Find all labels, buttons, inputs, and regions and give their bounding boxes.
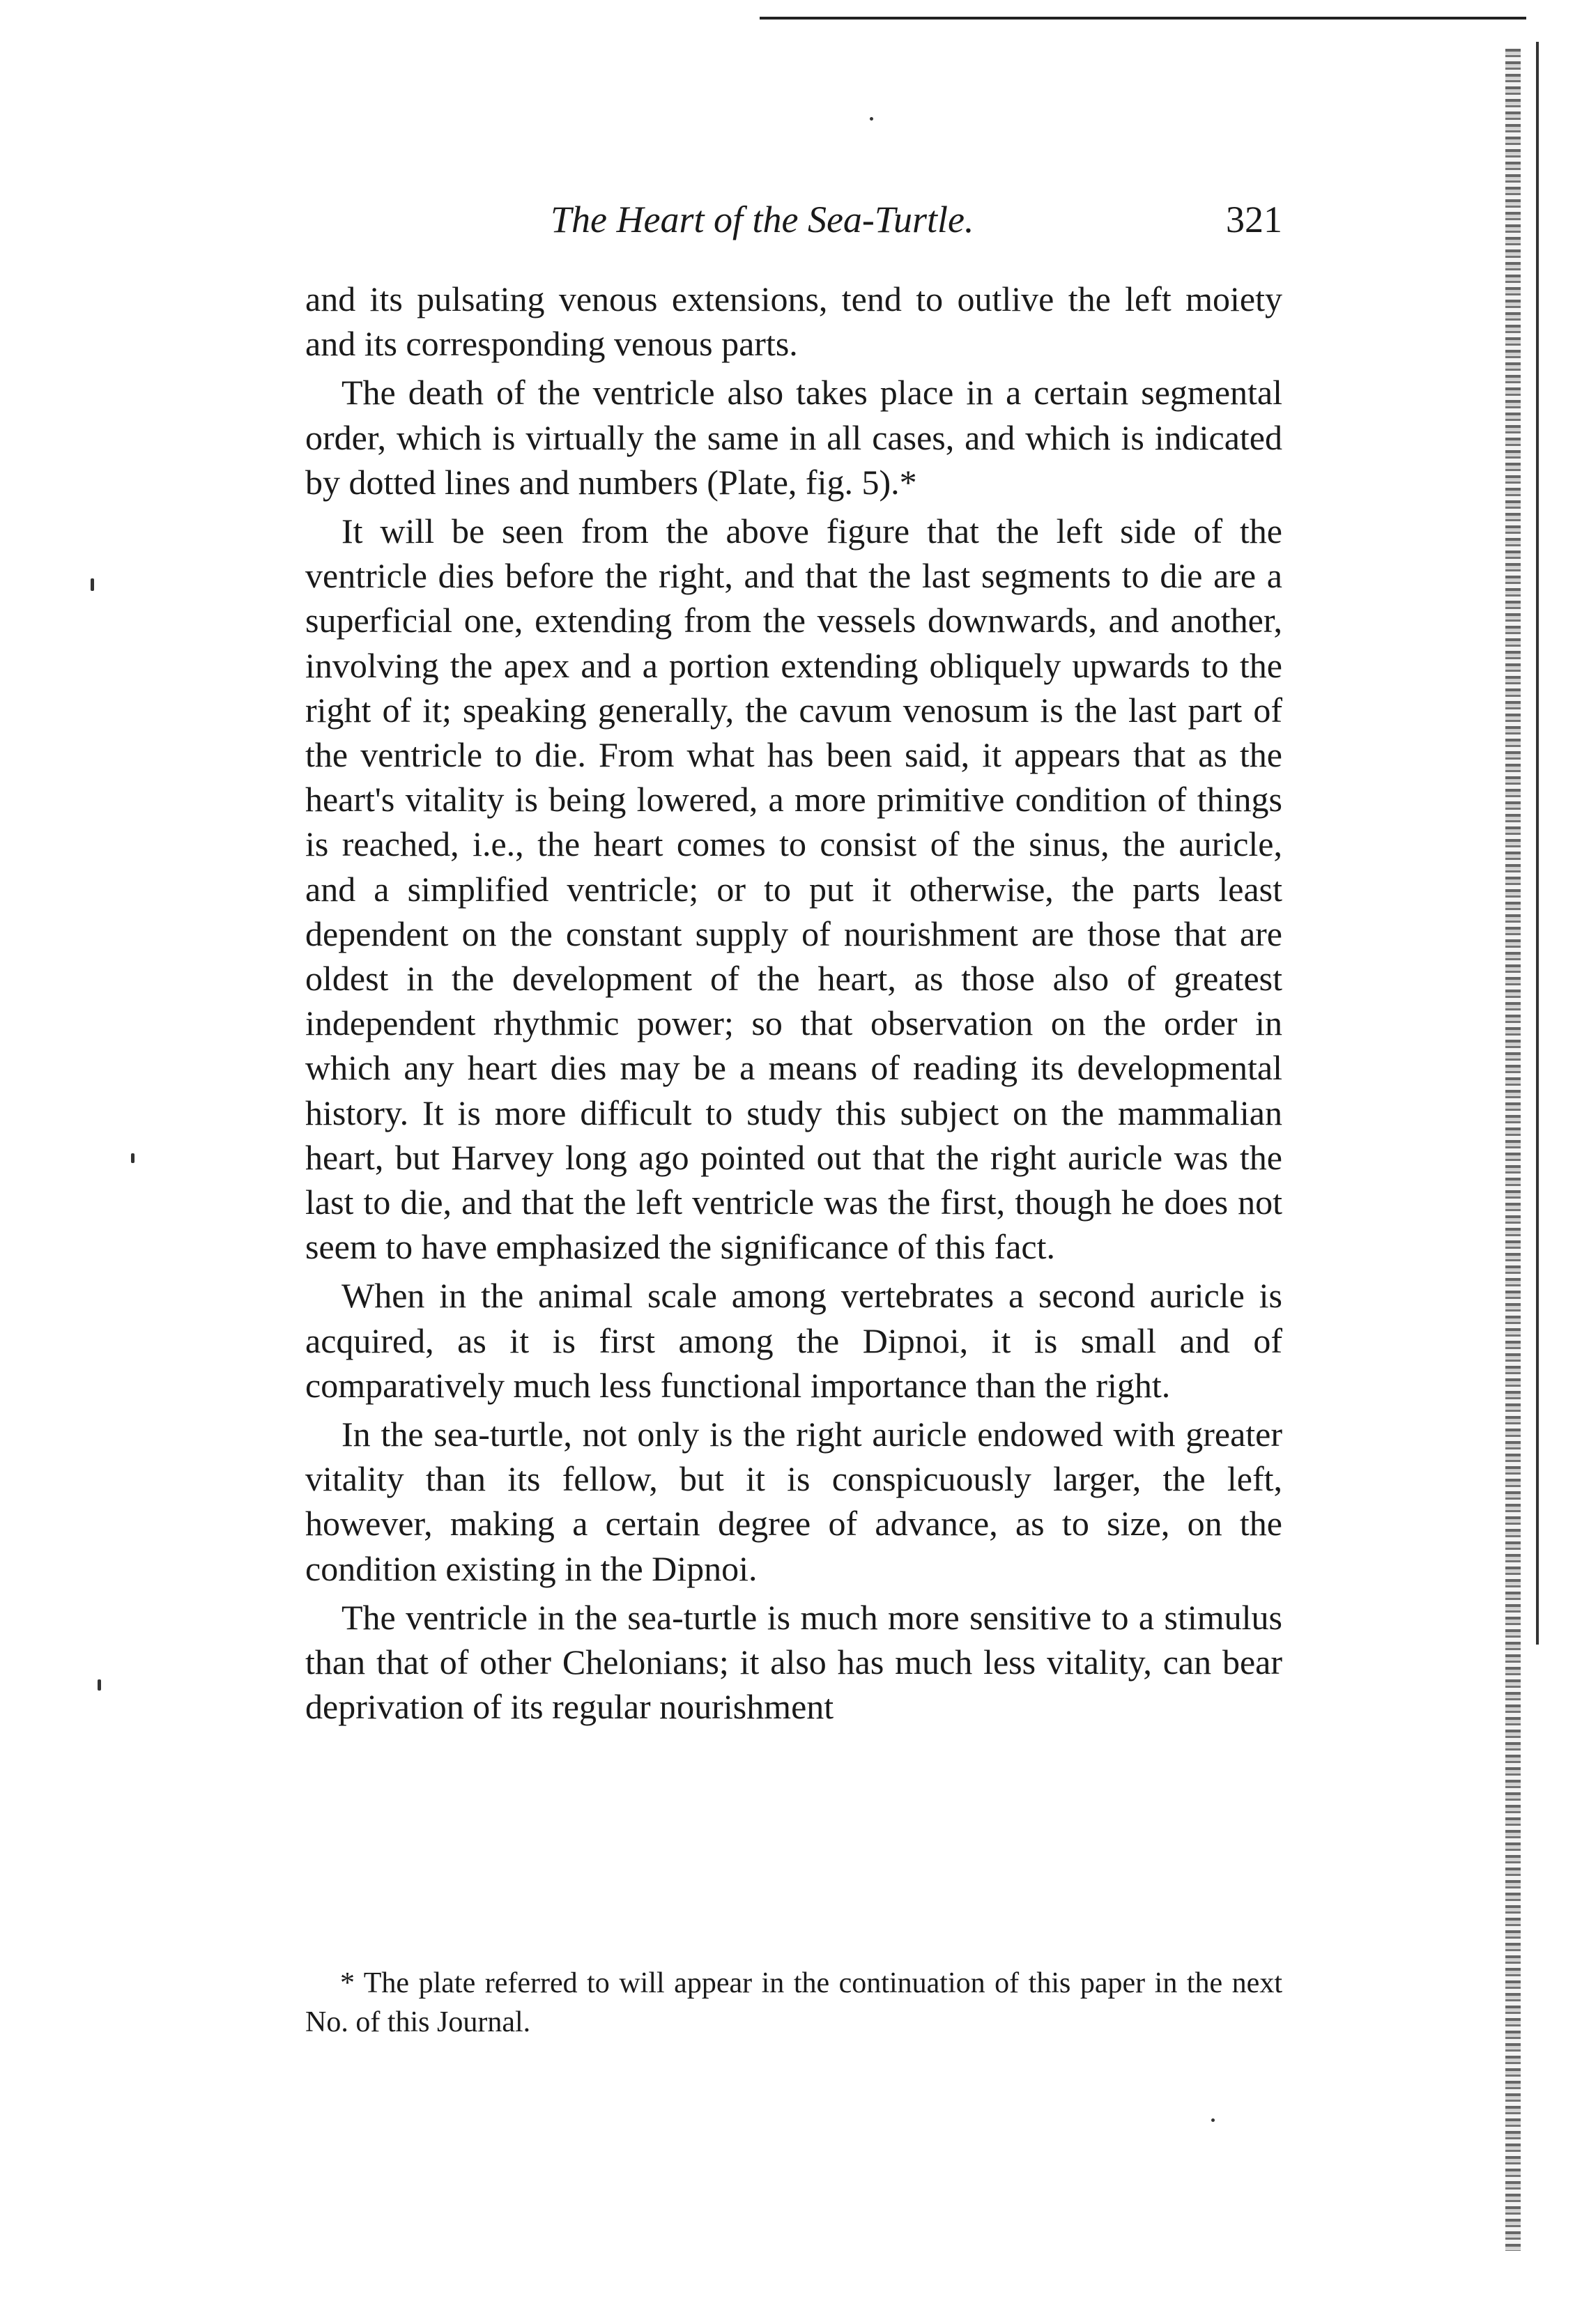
- paragraph: The death of the ventricle also takes place in a certain segmental order, which is virtually the same in all cases, and which is indicated by dotted lines and numbers (Plate, fig. 5).*: [305, 373, 1282, 502]
- margin-speck: [98, 1679, 101, 1691]
- page-binding-line: [1536, 42, 1539, 1645]
- top-edge-rule: [760, 17, 1526, 20]
- footnote-text: * The plate referred to will appear in the continuation of this paper in the next No. of this Journal.: [305, 1967, 1282, 2038]
- margin-speck: [91, 578, 94, 591]
- paragraph: When in the animal scale among vertebrates a second auricle is acquired, as it is first among the Dipnoi, it is small and of comparatively much less functional importance than the right.: [305, 1276, 1282, 1405]
- page-number: 321: [1226, 199, 1282, 240]
- margin-speck: [870, 117, 873, 121]
- body-text: [305, 277, 1282, 1734]
- paragraph: The ventricle in the sea-turtle is much more sensitive to a stimulus than that of other Chelonians; it also has much less vitality, can bear deprivation of its regular nourishment: [305, 1597, 1282, 1727]
- margin-speck: [131, 1153, 135, 1163]
- paragraph: In the sea-turtle, not only is the right auricle endowed with greater vitality than its fellow, but it is conspicuously larger, the left, however, making a certain degree of advance, as to size, on the condition existing in the Dipnoi.: [305, 1415, 1282, 1588]
- running-title: The Heart of the Sea-Turtle.: [551, 199, 974, 240]
- paragraph: and its pulsating venous extensions, tend to outlive the left moiety and its corresponding venous parts.: [305, 279, 1282, 364]
- footnote: [305, 1964, 1282, 2042]
- page-header: [551, 192, 1282, 247]
- paragraph: It will be seen from the above figure that the left side of the ventricle dies before the right, and that the last segments to die are a superficial one, extending from the vessels downwards, and another, involving the apex and a portion extending obliquely upwards to the right of it; speaking generally, the cavum venosum is the last part of the ventricle to die. From what has been said, it appears that as the heart's vitality is being lowered, a more primitive condition of things is reached, i.e., the heart comes to consist of the sinus, the auricle, and a simplified ventricle; or to put it otherwise, the parts least dependent on the constant supply of nourishment are those that are oldest in the development of the heart, as those also of greatest independent rhythmic power; so that observation on the order in which any heart dies may be a means of reading its developmental history. It is more difficult to study this subject on the mammalian heart, but Harvey long ago pointed out that the right auricle was the last to die, and that the left ventricle was the first, though he does not seem to have emphasized the significance of this fact.: [305, 511, 1282, 1267]
- page-binding-edge: [1505, 49, 1521, 2251]
- margin-speck: [1211, 2118, 1215, 2122]
